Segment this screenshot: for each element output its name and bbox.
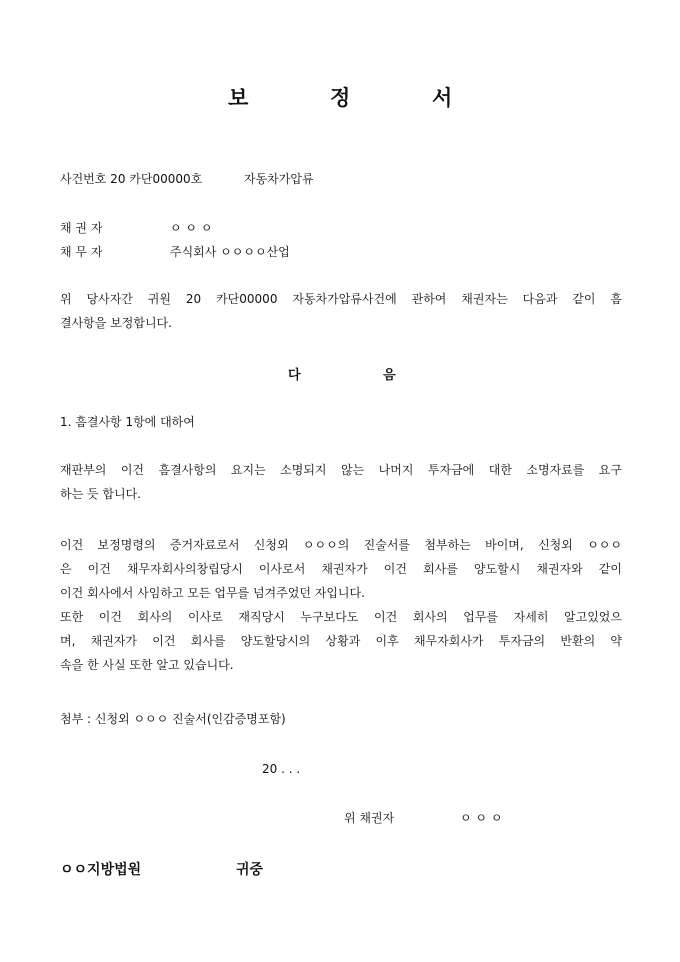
paragraph-line: 또한 이건 회사의 이사로 재직당시 누구보다도 이건 회사의 업무를 자세히 알고있었으 <box>60 610 622 624</box>
title-char-3: 서 <box>432 85 453 110</box>
paragraph-1 <box>60 458 622 506</box>
paragraph-line: 재판부의 이건 흠결사항의 요지는 소명되지 않는 나머지 투자금에 대한 소명자료를 요구 <box>60 463 622 477</box>
attachment-line: 첨부 : 신청외 ㅇㅇㅇ 진술서(인감증명포함) <box>60 712 286 726</box>
intro-line: 위 당사자간 귀원 20 카단00000 자동차가압류사건에 관하여 채권자는 다음과 같이 흠 <box>60 292 622 306</box>
paragraph-2 <box>60 533 622 677</box>
title-char-2: 정 <box>330 85 351 110</box>
paragraph-line: 며, 채권자가 이건 회사를 양도할당시의 상황과 이후 채무자회사가 투자금의 반환의 약 <box>60 634 622 648</box>
court-name: ㅇㅇ지방법원 <box>60 862 142 878</box>
signer-name: ㅇ ㅇ ㅇ <box>460 811 503 825</box>
debtor-name: 주식회사 ㅇㅇㅇㅇ산업 <box>170 245 290 259</box>
paragraph-line: 이건 보정명령의 증거자료로서 신청외 ㅇㅇㅇ의 진술서를 첨부하는 바이며, 신청외 ㅇㅇㅇ <box>60 538 622 552</box>
case-name: 자동차가압류 <box>244 172 314 186</box>
section-1-title: 1. 흠결사항 1항에 대하여 <box>60 415 195 429</box>
signer-label: 위 채권자 <box>344 811 395 825</box>
intro-line: 결사항을 보정합니다. <box>60 316 172 330</box>
intro-paragraph <box>60 287 622 335</box>
paragraph-line: 속을 한 사실 또한 알고 있습니다. <box>60 658 234 672</box>
document-title <box>0 82 680 112</box>
title-char-1: 보 <box>228 85 249 110</box>
paragraph-line: 이건 회사에서 사임하고 모든 업무를 넘겨주었던 자입니다. <box>60 586 365 600</box>
case-number: 사건번호 20 카단00000호 <box>60 172 203 186</box>
paragraph-line: 은 이건 채무자회사의창립당시 이사로서 채권자가 이건 회사를 양도할시 채권자와 같이 <box>60 562 622 576</box>
creditor-label: 채 권 자 <box>60 221 103 235</box>
paragraph-line: 하는 듯 합니다. <box>60 487 141 501</box>
section-heading <box>0 364 680 384</box>
document-date: 20 . . . <box>262 762 301 776</box>
heading-char-1: 다 <box>288 368 301 383</box>
creditor-name: ㅇ ㅇ ㅇ <box>170 221 213 235</box>
heading-char-2: 음 <box>383 368 396 383</box>
court-suffix: 귀중 <box>236 862 264 878</box>
debtor-label: 채 무 자 <box>60 245 103 259</box>
